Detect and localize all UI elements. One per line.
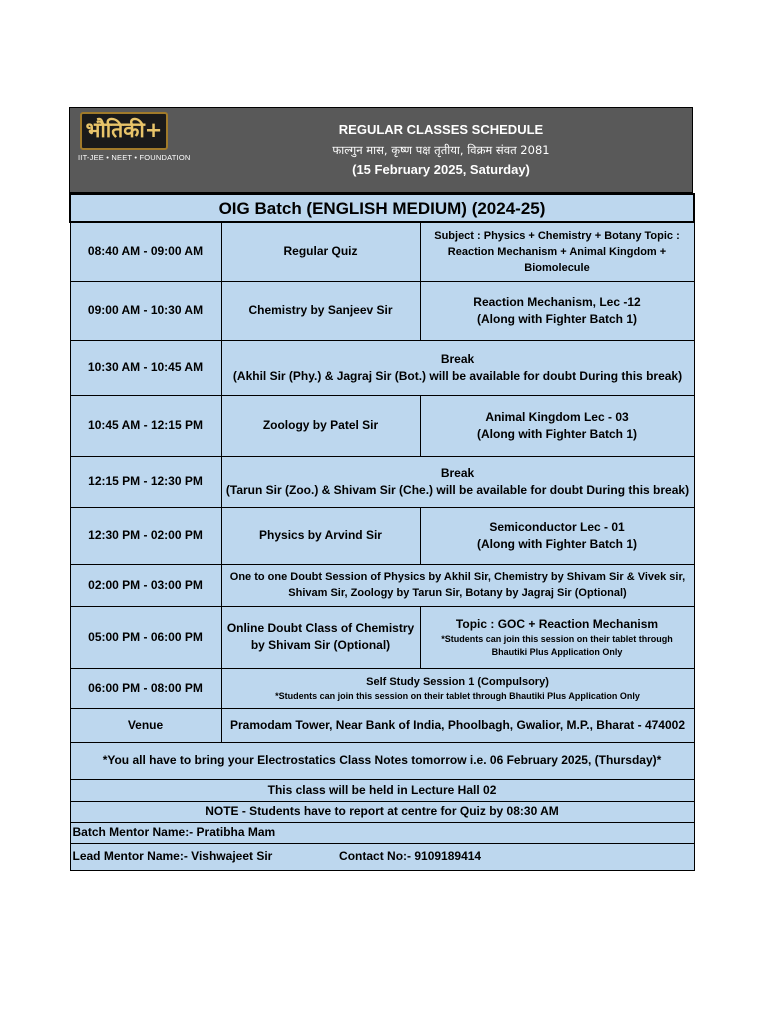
details-line: Reaction Mechanism, Lec -12 bbox=[473, 294, 641, 309]
logo bbox=[78, 112, 191, 162]
time-cell: 05:00 PM - 06:00 PM bbox=[70, 606, 221, 668]
table-row bbox=[70, 668, 694, 708]
details-cell bbox=[420, 395, 694, 456]
break-cell bbox=[221, 340, 694, 395]
time-cell: 02:00 PM - 03:00 PM bbox=[70, 564, 221, 606]
hindi-date: फाल्गुन मास, कृष्ण पक्ष तृतीया, विक्रम संवत 2081 bbox=[332, 143, 550, 157]
time-cell: 12:30 PM - 02:00 PM bbox=[70, 507, 221, 564]
break-cell bbox=[221, 456, 694, 507]
venue-address: Pramodam Tower, Near Bank of India, Phoolbagh, Gwalior, M.P., Bharat - 474002 bbox=[221, 708, 694, 742]
break-text: (Tarun Sir (Zoo.) & Shivam Sir (Che.) will be available for doubt During this break) bbox=[225, 482, 690, 497]
details-line: Animal Kingdom Lec - 03 bbox=[485, 409, 629, 424]
details-subline: (Along with Fighter Batch 1) bbox=[477, 426, 637, 441]
table-row bbox=[70, 395, 694, 456]
time-cell: 10:45 AM - 12:15 PM bbox=[70, 395, 221, 456]
schedule-table bbox=[69, 193, 695, 871]
table-row bbox=[70, 564, 694, 606]
activity-cell: Chemistry by Sanjeev Sir bbox=[221, 281, 420, 340]
activity-cell: Physics by Arvind Sir bbox=[221, 507, 420, 564]
notice-text: *You all have to bring your Electrostatics Class Notes tomorrow i.e. 06 February 2025, (Thursday)* bbox=[70, 742, 694, 779]
activity-cell: Regular Quiz bbox=[221, 222, 420, 281]
details-cell bbox=[420, 281, 694, 340]
table-row bbox=[70, 456, 694, 507]
page-title: REGULAR CLASSES SCHEDULE bbox=[338, 122, 544, 137]
details-cell bbox=[420, 507, 694, 564]
batch-mentor-row bbox=[70, 822, 694, 843]
time-cell: 10:30 AM - 10:45 AM bbox=[70, 340, 221, 395]
activity-cell: Online Doubt Class of Chemistry by Shivam Sir (Optional) bbox=[221, 606, 420, 668]
logo-tagline: IIT-JEE • NEET • FOUNDATION bbox=[78, 153, 191, 162]
batch-title-row bbox=[70, 194, 694, 222]
session-cell: One to one Doubt Session of Physics by Akhil Sir, Chemistry by Shivam Sir & Vivek sir, Shivam Sir, Zoology by Tarun Sir, Botany by Jagraj Sir (Optional) bbox=[221, 564, 694, 606]
venue-row bbox=[70, 708, 694, 742]
contact-number: Contact No:- 9109189414 bbox=[339, 849, 482, 863]
table-row bbox=[70, 507, 694, 564]
report-note: NOTE - Students have to report at centre for Quiz by 08:30 AM bbox=[70, 801, 694, 822]
time-cell: 06:00 PM - 08:00 PM bbox=[70, 668, 221, 708]
details-line: Semiconductor Lec - 01 bbox=[489, 519, 625, 534]
lead-mentor-row bbox=[70, 843, 694, 870]
batch-mentor: Batch Mentor Name:- Pratibha Mam bbox=[70, 822, 694, 843]
header-text bbox=[190, 120, 692, 180]
details-cell bbox=[420, 606, 694, 668]
break-text: (Akhil Sir (Phy.) & Jagraj Sir (Bot.) will be available for doubt During this break) bbox=[232, 368, 683, 383]
activity-cell: Zoology by Patel Sir bbox=[221, 395, 420, 456]
lead-mentor-cell bbox=[70, 843, 694, 870]
hall-row bbox=[70, 779, 694, 801]
session-title: Self Study Session 1 (Compulsory) bbox=[366, 675, 549, 688]
table-row bbox=[70, 222, 694, 281]
logo-text: भौतिकी+ bbox=[80, 112, 168, 150]
notice-row bbox=[70, 742, 694, 779]
session-cell bbox=[221, 668, 694, 708]
time-cell: 12:15 PM - 12:30 PM bbox=[70, 456, 221, 507]
break-title: Break bbox=[440, 465, 475, 480]
details-line: Topic : GOC + Reaction Mechanism bbox=[455, 616, 659, 631]
hall-text: This class will be held in Lecture Hall 02 bbox=[70, 779, 694, 801]
details-note: *Students can join this session on their tablet through Bhautiki Plus Application Only bbox=[441, 633, 673, 657]
venue-label: Venue bbox=[70, 708, 221, 742]
session-note: *Students can join this session on their tablet through Bhautiki Plus Application Only bbox=[275, 690, 640, 701]
header-banner bbox=[69, 107, 693, 193]
schedule-sheet bbox=[69, 107, 693, 871]
details-subline: (Along with Fighter Batch 1) bbox=[477, 536, 637, 551]
english-date: (15 February 2025, Saturday) bbox=[352, 162, 530, 177]
table-row bbox=[70, 340, 694, 395]
batch-title: OIG Batch (ENGLISH MEDIUM) (2024-25) bbox=[70, 194, 694, 222]
report-row bbox=[70, 801, 694, 822]
time-cell: 09:00 AM - 10:30 AM bbox=[70, 281, 221, 340]
lead-mentor: Lead Mentor Name:- Vishwajeet Sir bbox=[72, 849, 273, 863]
time-cell: 08:40 AM - 09:00 AM bbox=[70, 222, 221, 281]
table-row bbox=[70, 281, 694, 340]
break-title: Break bbox=[440, 351, 475, 366]
details-subline: (Along with Fighter Batch 1) bbox=[477, 311, 637, 326]
details-cell: Subject : Physics + Chemistry + Botany Topic : Reaction Mechanism + Animal Kingdom + Biomolecule bbox=[420, 222, 694, 281]
table-row bbox=[70, 606, 694, 668]
